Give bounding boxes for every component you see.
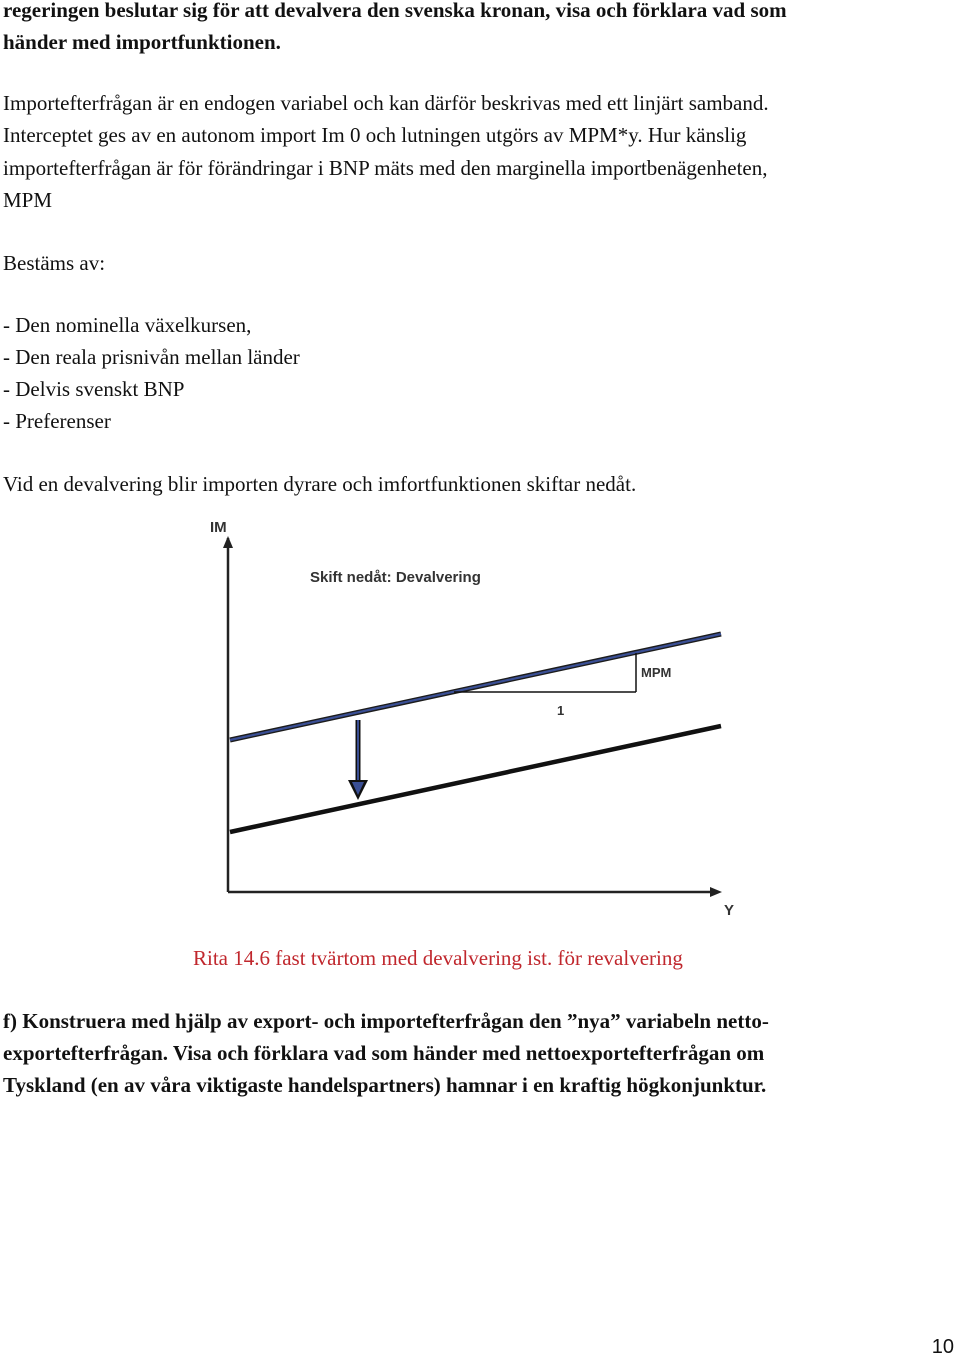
determinant-item: - Den nominella växelkursen,	[3, 313, 252, 337]
import-function-figure	[190, 510, 750, 930]
paragraph-line-4: MPM	[3, 188, 53, 212]
y-axis-arrow	[223, 536, 233, 548]
import-line-after	[230, 726, 721, 832]
devaluation-text: Vid en devalvering blir importen dyrare och imfortfunktionen skiftar nedåt.	[3, 472, 637, 496]
determinant-item: - Delvis svenskt BNP	[3, 377, 185, 401]
figure-caption: Rita 14.6 fast tvärtom med devalvering ist. för revalvering	[193, 946, 683, 970]
question-f-line-2: exportefterfrågan. Visa och förklara vad som händer med nettoexportefterfrågan om	[3, 1041, 765, 1065]
y-axis-label: IM	[210, 519, 227, 536]
page-number: 10	[931, 1336, 954, 1358]
slope-label: MPM	[641, 665, 672, 680]
question-f-line-3: Tyskland (en av våra viktigaste handelspartners) hamnar i en kraftig högkonjunktur.	[3, 1073, 767, 1097]
x-axis-arrow	[710, 887, 722, 897]
paragraph-line-1: Importefterfrågan är en endogen variabel och kan därför beskrivas med ett linjärt samband.	[3, 91, 769, 115]
determinants-heading: Bestäms av:	[3, 251, 106, 275]
x-axis-label: Y	[724, 902, 735, 919]
paragraph-line-2: Interceptet ges av en autonom import Im 0 och lutningen utgörs av MPM*y. Hur känslig	[3, 123, 747, 147]
paragraph-line-3: importefterfrågan är för förändringar i BNP mäts med den marginella importbenägenheten,	[3, 156, 768, 180]
determinant-item: - Den reala prisnivån mellan länder	[3, 345, 300, 369]
import-line-before-highlight	[230, 634, 721, 740]
determinant-item: - Preferenser	[3, 409, 111, 433]
question-f-line-1: f) Konstruera med hjälp av export- och importefterfrågan den ”nya” variabeln netto-	[3, 1009, 769, 1033]
intro-line-2: händer med importfunktionen.	[3, 30, 281, 54]
run-label: 1	[557, 703, 565, 718]
figure-title: Skift nedåt: Devalvering	[310, 569, 481, 586]
intro-line-1: regeringen beslutar sig för att devalvera den svenska kronan, visa och förklara vad som	[3, 0, 787, 22]
